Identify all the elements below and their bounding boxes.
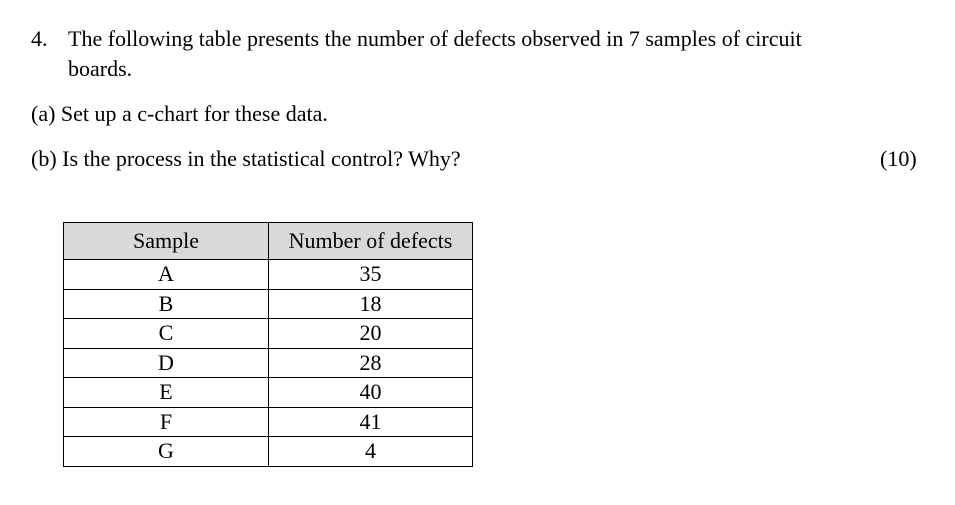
sample-cell: C <box>64 319 269 349</box>
table-row <box>64 319 473 349</box>
defects-table <box>63 222 473 467</box>
header-number-of-defects: Number of defects <box>269 223 473 260</box>
defects-cell: 4 <box>269 437 473 467</box>
question-part-a: (a) Set up a c-chart for these data. <box>31 101 328 126</box>
question-text-line-2: boards. <box>68 56 133 81</box>
sample-cell: B <box>64 289 269 319</box>
question-text-line-1: The following table presents the number of defects observed in 7 samples of circuit <box>68 26 802 51</box>
table-row <box>64 348 473 378</box>
defects-cell: 18 <box>269 289 473 319</box>
question-part-b: (b) Is the process in the statistical control? Why? <box>31 146 461 171</box>
sample-cell: E <box>64 378 269 408</box>
sample-cell: D <box>64 348 269 378</box>
table-row <box>64 260 473 290</box>
defects-cell: 40 <box>269 378 473 408</box>
defects-cell: 20 <box>269 319 473 349</box>
defects-cell: 35 <box>269 260 473 290</box>
sample-cell: A <box>64 260 269 290</box>
table-row <box>64 407 473 437</box>
question-marks: (10) <box>880 146 917 171</box>
header-sample: Sample <box>64 223 269 260</box>
table-header-row <box>64 223 473 260</box>
table-row <box>64 289 473 319</box>
defects-cell: 28 <box>269 348 473 378</box>
sample-cell: G <box>64 437 269 467</box>
table-row <box>64 437 473 467</box>
sample-cell: F <box>64 407 269 437</box>
table-row <box>64 378 473 408</box>
defects-cell: 41 <box>269 407 473 437</box>
question-number: 4. <box>31 26 48 51</box>
